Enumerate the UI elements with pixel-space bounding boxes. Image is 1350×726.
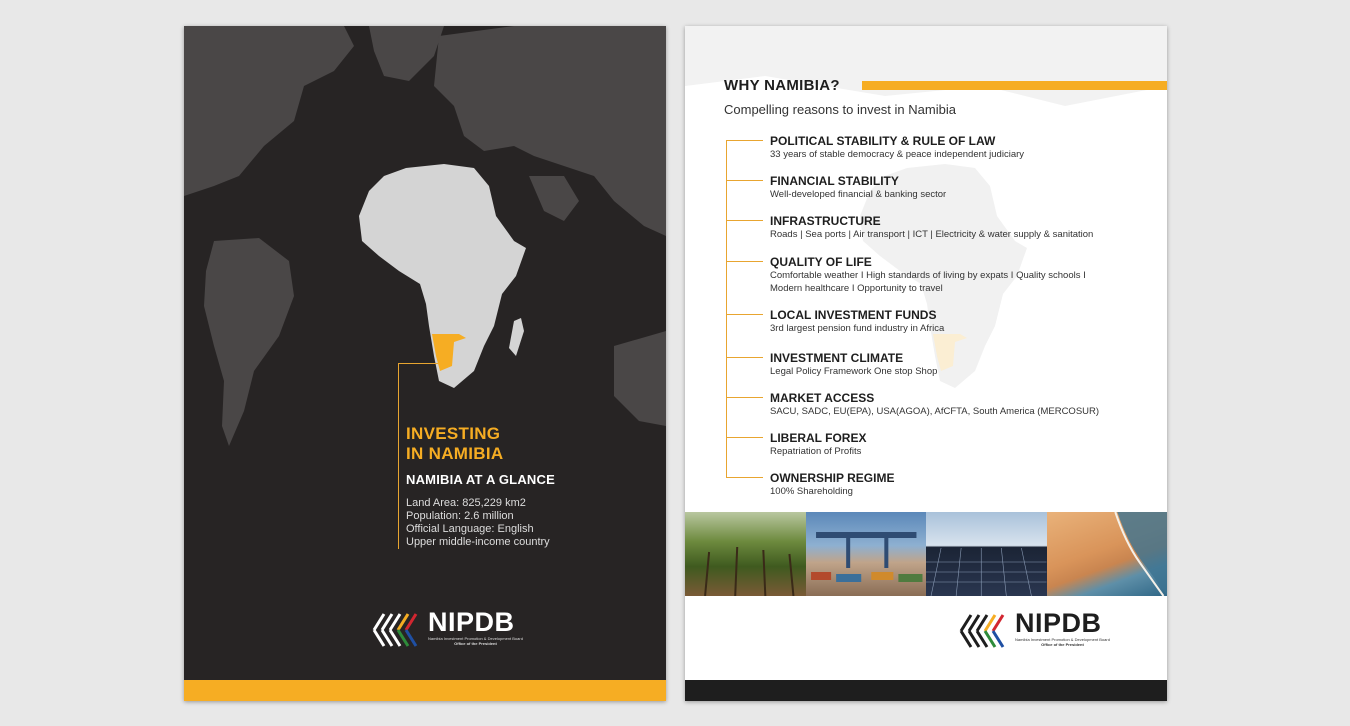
reason-title: OWNERSHIP REGIME [770,471,895,485]
reason-liberal-forex [770,431,866,458]
australia-shape [614,331,666,426]
reason-investment-climate [770,351,937,378]
reason-tick [726,140,763,141]
nipdb-logo [370,608,523,652]
reason-desc: 3rd largest pension fund industry in Africa [770,323,945,334]
south-america-shape [204,238,294,446]
reason-title: FINANCIAL STABILITY [770,174,899,188]
leader-line-vertical [398,363,399,549]
reason-title: POLITICAL STABILITY & RULE OF LAW [770,134,996,148]
reason-desc: Legal Policy Framework One stop Shop [770,366,938,377]
logo-subline: Namibia Investment Promotion & Development Board [1015,637,1110,642]
why-namibia-title: WHY NAMIBIA? [724,77,840,94]
photo-desert-coast [1047,512,1168,596]
footer-accent-bar [184,680,666,701]
reasons-vertical-line [726,140,727,478]
investing-heading [406,424,503,464]
nipdb-logo [957,609,1110,653]
reason-title: LOCAL INVESTMENT FUNDS [770,308,937,322]
reason-desc: Comfortable weather I High standards of living by expats I Quality schools I [770,270,1086,281]
reason-title: LIBERAL FOREX [770,431,867,445]
madagascar-shape [509,318,524,356]
logo-office: Office of the President [454,641,497,646]
reason-tick [726,261,763,262]
reason-desc: Roads | Sea ports | Air transport | ICT | Electricity & water supply & sanitation [770,229,1094,240]
reason-infrastructure [770,214,1093,241]
reason-quality-of-life [770,255,1086,295]
leader-line-horizontal [398,363,438,364]
reason-title: MARKET ACCESS [770,391,875,405]
logo-office: Office of the President [1041,642,1084,647]
photo-solar-panels [926,512,1047,596]
logo-wordmark: NIPDB [1015,608,1102,638]
facts-list [406,497,550,549]
reason-tick [726,180,763,181]
nipdb-logo-mark [957,609,1011,653]
reason-market-access [770,391,1099,418]
reason-desc: 33 years of stable democracy & peace independent judiciary [770,149,1025,160]
investing-heading-line1: INVESTING [406,424,501,443]
reason-title: INFRASTRUCTURE [770,214,881,228]
fact-language: Official Language: English [406,523,534,535]
reason-financial-stability [770,174,946,201]
investing-heading-line2: IN NAMIBIA [406,444,504,463]
photo-vineyard [685,512,806,596]
glance-heading: NAMIBIA AT A GLANCE [406,472,555,487]
brochure-front-page [184,26,666,701]
reason-desc: SACU, SADC, EU(EPA), USA(AGOA), AfCFTA, South America (MERCOSUR) [770,406,1100,417]
fact-land-area: Land Area: 825,229 km2 [406,497,526,509]
photo-strip [685,512,1167,596]
logo-wordmark: NIPDB [428,607,515,637]
reason-tick [726,397,763,398]
reason-local-investment-funds [770,308,944,335]
greenland-shape [369,26,444,81]
fact-income: Upper middle-income country [406,536,550,548]
reason-tick [726,437,763,438]
photo-container-port [806,512,927,596]
reason-tick [726,477,763,478]
footer-dark-bar [685,680,1167,701]
north-america-shape [184,26,354,196]
reason-political-stability [770,134,1024,161]
title-accent-bar [862,81,1167,90]
reason-desc: 100% Shareholding [770,486,853,497]
fact-population: Population: 2.6 million [406,510,514,522]
why-namibia-subtitle: Compelling reasons to invest in Namibia [724,102,956,117]
reason-desc-line2: Modern healthcare I Opportunity to travel [770,283,943,294]
logo-subline: Namibia Investment Promotion & Development Board [428,636,523,641]
reason-title: INVESTMENT CLIMATE [770,351,904,365]
reason-ownership-regime [770,471,894,498]
nipdb-logo-mark [370,608,424,652]
reason-desc: Repatriation of Profits [770,446,862,457]
reason-title: QUALITY OF LIFE [770,255,872,269]
reason-tick [726,220,763,221]
reason-tick [726,357,763,358]
brochure-inside-page [685,26,1167,701]
reason-desc: Well-developed financial & banking sector [770,189,947,200]
arabia-shape [529,176,579,221]
reason-tick [726,314,763,315]
